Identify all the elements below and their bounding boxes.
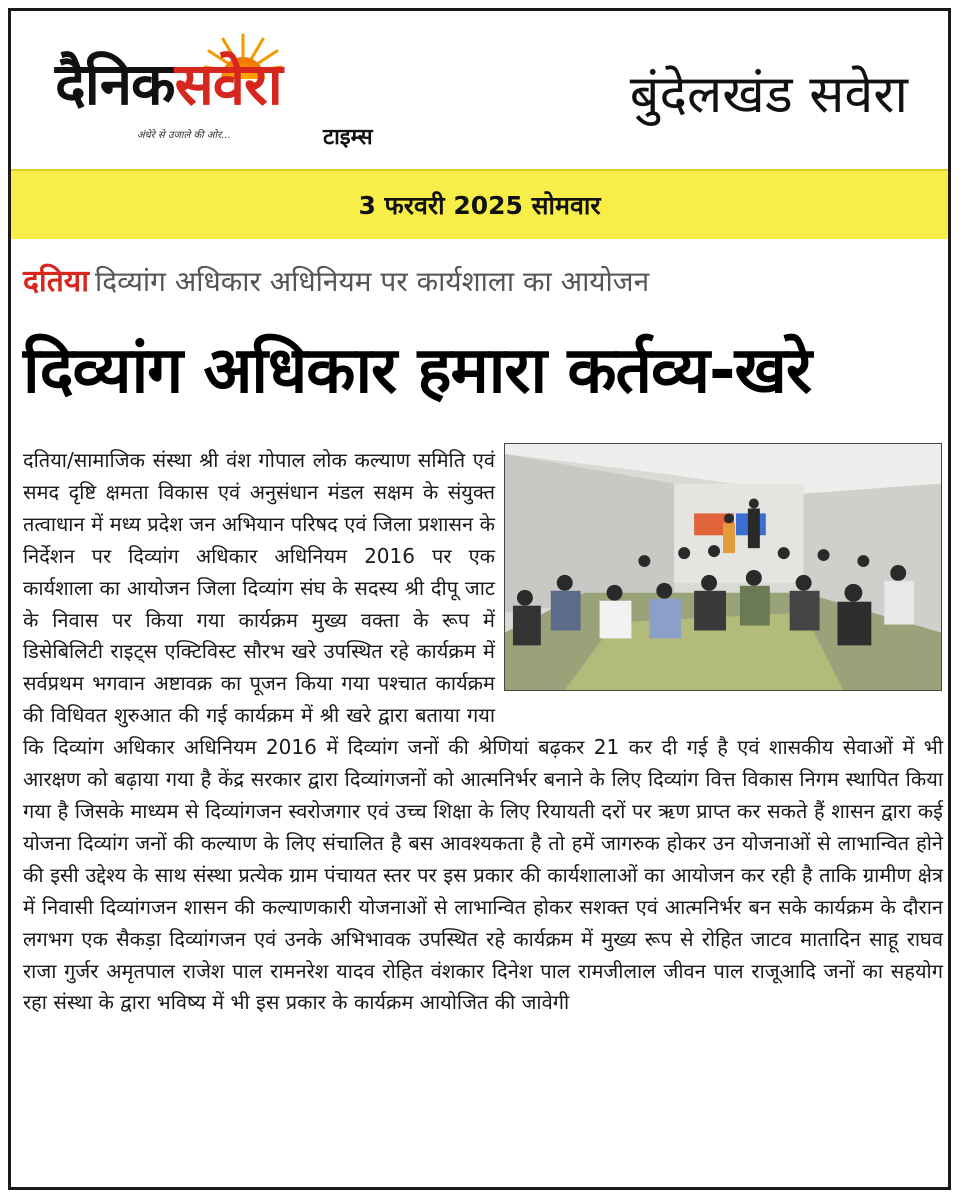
newspaper-logo xyxy=(55,33,415,153)
logo-word-dainik: दैनिक xyxy=(55,50,175,118)
kicker-place: दतिया xyxy=(23,264,89,299)
logo-tagline: अंधेरे से उजाले की ओर... xyxy=(137,130,231,141)
logo-wordmark xyxy=(55,50,282,118)
article-kicker xyxy=(23,259,649,300)
publication-date: 3 फरवरी 2025 सोमवार xyxy=(358,191,601,220)
event-photo xyxy=(504,443,942,691)
event-photo-image xyxy=(505,444,941,690)
edition-title: बुंदेलखंड सवेरा xyxy=(629,65,908,125)
masthead xyxy=(11,11,948,169)
article-body-text: दतिया/सामाजिक संस्था श्री वंश गोपाल लोक कल्याण समिति एवं समद दृष्टि क्षमता विकास एवं अनुसंधान मंडल सक्षम के संयुक्त तत्वाधान में मध्य प्रदेश जन अभियान परिषद एवं जिला प्रशासन के निर्देशन पर दिव्यांग अधिकार अधिनियम 2016 पर एक कार्यशाला का आयोजन जिला दिव्यांग संघ के सदस्य श्री दीपू जाट के निवास पर किया गया कार्यक्रम मुख्य वक्ता के रूप में डिसेबिलिटी राइट्स एक्टिविस्ट सौरभ खरे उपस्थित रहे कार्यक्रम में सर्वप्रथम भगवान अष्टावक्र का पूजन किया गया पश्चात कार्यक्रम की विधिवत शुरुआत की गई कार्यक्रम में श्री खरे द्वारा बताया गया कि दिव्यांग अधिकार अधिनियम 2016 में दिव्यांग जनों की श्रेणियां बढ़कर 21 कर दी गई है एवं शासकीय सेवाओं में भी आरक्षण को बढ़ाया गया है केंद्र सरकार द्वारा दिव्यांगजनों को आत्मनिर्भर बनाने के लिए दिव्यांग वित्त विकास निगम स्थापित किया गया है जिसके माध्यम से दिव्यांगजन स्वरोजगार एवं उच्च शिक्षा के लिए रियायती दरों पर ऋण प्राप्त कर सकते हैं शासन द्वारा कई योजना दिव्यांग जनों की कल्याण के लिए संचालित है बस आवश्यकता है तो हमें जागरुक होकर उन योजनाओं से लाभान्वित होने की इसी उद्देश्य के साथ संस्था प्रत्येक ग्राम पंचायत स्तर पर इस प्रकार की कार्यशालाओं का आयोजन कर रही है ताकि ग्रामीण क्षेत्र में निवासी दिव्यांगजन शासन की कल्याणकारी योजनाओं से लाभान्वित होकर सशक्त एवं आत्मनिर्भर बन सके कार्यक्रम के दौरान लगभग एक सैकड़ा दिव्यांगजन एवं उनके अभिभावक उपस्थित रहे कार्यक्रम में मुख्य रूप से रोहित जाटव मातादिन साहू राघव राजा गुर्जर अमृतपाल राजेश पाल रामनरेश यादव रोहित वंशकार दिनेश पाल रामजीलाल जीवन पाल राजूआदि जनों का सहयोग रहा संस्था के द्वारा भविष्य में भी इस प्रकार के कार्यक्रम आयोजित की जावेगी xyxy=(23,448,943,1015)
kicker-topic: दिव्यांग अधिकार अधिनियम पर कार्यशाला का आयोजन xyxy=(94,265,650,298)
newspaper-clipping xyxy=(8,8,951,1190)
logo-subtitle: टाइम्स xyxy=(323,125,373,150)
date-bar xyxy=(11,169,948,239)
article-headline: दिव्यांग अधिकार हमारा कर्तव्य-खरे xyxy=(23,334,812,408)
logo-word-savera: सवेरा xyxy=(174,50,282,118)
